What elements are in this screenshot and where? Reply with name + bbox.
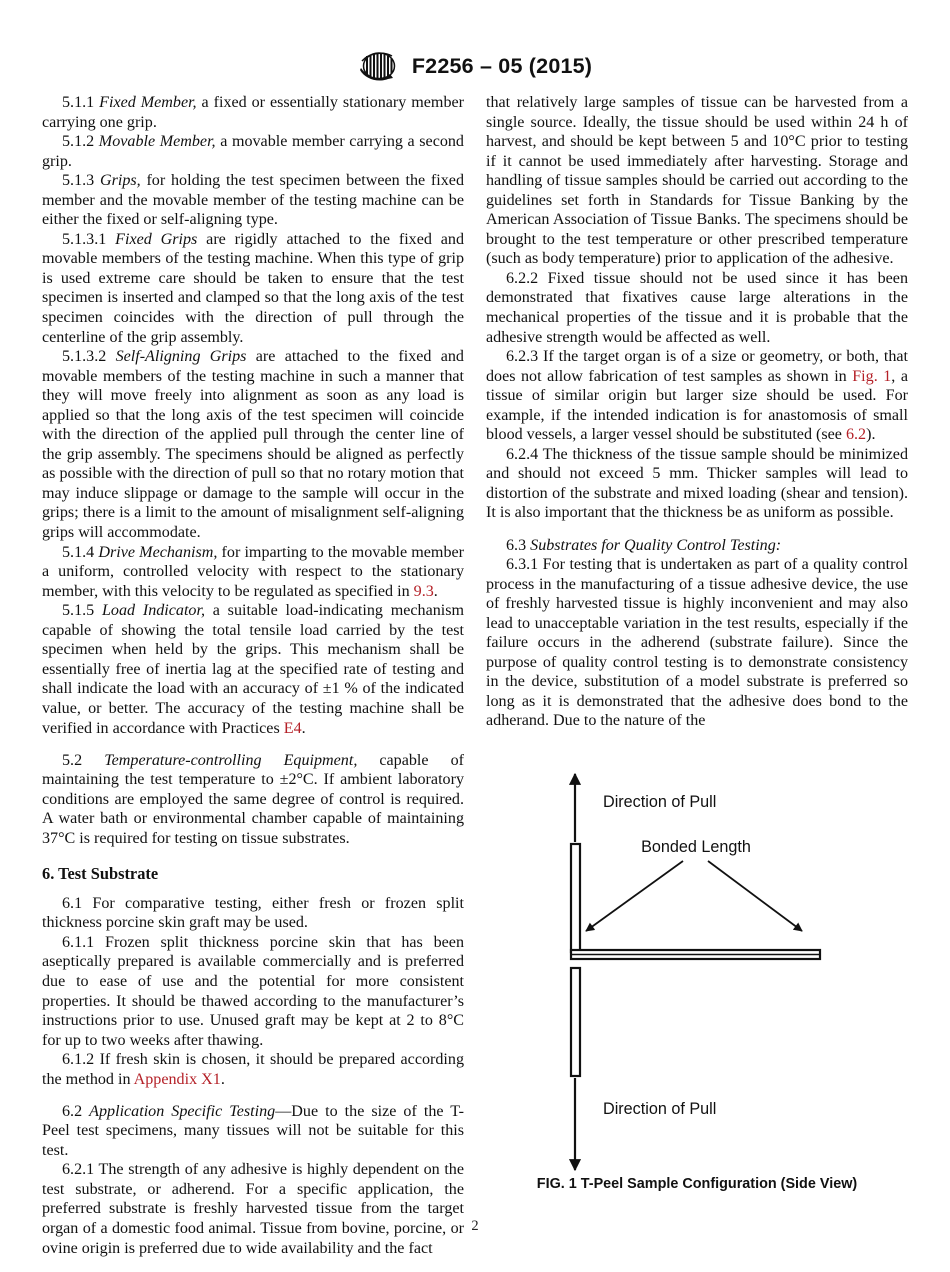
clause-term: Fixed Grips bbox=[115, 230, 198, 248]
section-heading-test-substrate: 6. Test Substrate bbox=[42, 864, 159, 884]
paragraph-5-1-1 bbox=[42, 93, 464, 132]
clause-body-tail: . bbox=[301, 719, 306, 737]
paragraph-6-2-3 bbox=[486, 347, 908, 445]
clause-number: 5.1.4 bbox=[62, 543, 95, 561]
clause-term: Self-Aligning Grips bbox=[115, 348, 247, 366]
page-header bbox=[0, 46, 950, 86]
clause-body-tail: . bbox=[433, 582, 438, 600]
clause-number: 6.3.1 bbox=[506, 556, 539, 574]
clause-term: Movable Member, bbox=[98, 133, 216, 151]
clause-body: that relatively large samples of tissue can be harvested from a single source. Ideally, the tissue should be used within 24 h of harvest, and should be kept between 5 and 10°C prior to testing if it cannot be used immediately after harvesting. Storage and handling of tissue samples should be carried out according to the guidelines set forth in Standards for Tissue Banking by the American Association of Tissue Banks. The specimens should be brought to the test temperature or other prescribed temperature (such as body temperature) prior to application of the adhesive. bbox=[486, 94, 908, 268]
clause-term: Substrates for Quality Control Testing: bbox=[530, 536, 782, 554]
paragraph-6-1-2 bbox=[42, 1050, 464, 1089]
clause-term: Application Specific Testing bbox=[89, 1102, 276, 1120]
clause-number: 6.1.2 bbox=[62, 1051, 95, 1069]
clause-term: Load Indicator, bbox=[101, 602, 205, 620]
clause-body: a fixed or essentially stationary member carrying one grip. bbox=[42, 94, 464, 131]
clause-body: The thickness of the tissue sample should be minimized and should not exceed 5 mm. Thicker samples will lead to distortion of the substrate and mixed loading (shear and tension). It is also important that the thickness be as uniform as possible. bbox=[486, 445, 908, 522]
clause-number: 6.1.1 bbox=[62, 933, 95, 951]
cross-reference-link-62[interactable]: 6.2 bbox=[845, 426, 867, 444]
clause-number: 5.1.5 bbox=[62, 602, 95, 620]
clause-number: 6.2 bbox=[62, 1102, 83, 1120]
bonded-length-label: Bonded Length bbox=[641, 838, 751, 856]
clause-number: 6.2.3 bbox=[506, 348, 539, 366]
paragraph-6-2-2 bbox=[486, 269, 908, 347]
left-text-column bbox=[42, 93, 464, 1258]
standard-designation: F2256 – 05 (2015) bbox=[411, 53, 593, 78]
clause-body: a movable member carrying a second grip. bbox=[42, 133, 464, 170]
clause-body: for imparting to the movable member a uniform, controlled velocity with respect to the stationary member, with this velocity to be regulated as specified in bbox=[42, 543, 464, 600]
clause-number: 6.2.1 bbox=[62, 1161, 95, 1179]
clause-number: 6.3 bbox=[506, 536, 527, 554]
bonded-length-leader-right bbox=[708, 861, 802, 931]
paragraph-6-1-1 bbox=[42, 933, 464, 1050]
figure-1-caption: FIG. 1 T-Peel Sample Configuration (Side View) bbox=[536, 1176, 858, 1192]
clause-body: The strength of any adhesive is highly dependent on the test substrate, or adherend. For a specific application, the preferred substrate is freshly harvested tissue from the target organ of a domestic food animal. Tissue from bovine, porcine, or ovine origin is preferred due to wide availability and the fact bbox=[42, 1161, 464, 1257]
cross-reference-link[interactable]: Appendix X1 bbox=[133, 1070, 221, 1088]
clause-body: Frozen split thickness porcine skin that has been aseptically prepared is available commercially and is preferred due to ease of use and the potential for more consistent properties. It should be thawed according to the manufacturer’s instructions prior to use. Unused graft may be kept at 2 to 8°C for up to two weeks after thawing. bbox=[42, 933, 464, 1049]
paragraph-5-1-5 bbox=[42, 601, 464, 738]
bonded-length-leader-left bbox=[586, 861, 683, 931]
clause-number: 5.1.3.2 bbox=[62, 348, 107, 366]
clause-body: are attached to the fixed and movable members of the testing machine in such a manner that they will move freely into alignment as soon as any load is applied so that the long axis of the test specimen will coincide with the direction of the applied pull through the center line of the grip assembly. The specimens should be aligned as perfectly as possible with the direction of pull so that no rotary motion that may induce slippage or damage to the sample will occur in the grips; there is a limit to the amount of misalignment self-aligning grips will accommodate. bbox=[42, 348, 464, 542]
lower-substrate-strip bbox=[571, 968, 580, 1076]
cross-reference-link-fig1[interactable]: Fig. 1 bbox=[852, 367, 892, 385]
clause-body: for holding the test specimen between the fixed member and the movable member of the testing machine can be either the fixed or self-aligning type. bbox=[42, 172, 464, 229]
clause-body: If fresh skin is chosen, it should be prepared according the method in bbox=[42, 1051, 464, 1088]
clause-body: —Due to the size of the T-Peel test specimens, many tissues will not be suitable for this test. bbox=[42, 1102, 464, 1159]
clause-number: 5.1.1 bbox=[62, 94, 95, 111]
paragraph-5-1-2 bbox=[42, 132, 464, 171]
clause-number: 6.1 bbox=[62, 894, 83, 912]
paragraph-5-1-3 bbox=[42, 171, 464, 230]
paragraph-6-3-1 bbox=[486, 555, 908, 731]
paragraph-5-1-3-1 bbox=[42, 230, 464, 347]
clause-number: 6.2.2 bbox=[506, 269, 539, 287]
figure-1-t-peel-diagram bbox=[486, 762, 908, 1202]
clause-body-tail: , a tissue of similar origin but larger size should be used. For example, if the intended indication is for anastomosis of small blood vessels, a larger vessel should be substituted (see bbox=[486, 367, 908, 444]
astm-logo-icon bbox=[358, 51, 400, 81]
clause-number: 5.1.3.1 bbox=[62, 230, 107, 248]
clause-body-tail-2: ). bbox=[866, 426, 876, 444]
right-text-column bbox=[486, 93, 908, 731]
cross-reference-link[interactable]: E4 bbox=[283, 719, 302, 737]
clause-number: 5.1.3 bbox=[62, 172, 95, 190]
paragraph-6-2-1-continued bbox=[486, 93, 908, 269]
clause-body: If the target organ is of a size or geometry, or both, that does not allow fabrication of test samples as shown in bbox=[486, 348, 908, 385]
clause-term: Fixed Member, bbox=[99, 94, 197, 111]
paragraph-6-2-1 bbox=[42, 1160, 464, 1258]
page-number: 2 bbox=[471, 1218, 479, 1234]
paragraph-6-1 bbox=[42, 894, 464, 933]
clause-body-tail: . bbox=[220, 1070, 225, 1088]
clause-term: Temperature-controlling Equipment, bbox=[104, 751, 358, 769]
clause-number: 6.2.4 bbox=[506, 445, 539, 463]
clause-number: 5.2 bbox=[62, 751, 83, 769]
cross-reference-link[interactable]: 9.3 bbox=[413, 582, 434, 600]
paragraph-6-2-4 bbox=[486, 445, 908, 523]
clause-body: For testing that is undertaken as part of a quality control process in the manufacturing of a tissue adhesive device, the use of freshly harvested tissue is highly inconvenient and may also lead to unacceptable variation in the test results, especially if the failure occurs in the adherend (substrate failure). Since the purpose of quality control testing is to demonstrate consistency in the device, substitution of a model substrate is preferred so long as it is demonstrated that the adhesive does bond to the adherand. Due to the nature of the bbox=[486, 556, 908, 730]
clause-body: a suitable load-indicating mechanism capable of showing the total tensile load carried by the test specimen when held by the grips. This mechanism shall be essentially free of inertia lag at the specified rate of testing and shall indicate the load with an accuracy of ±1 % of the indicated value, or better. The accuracy of the testing machine shall be verified in accordance with Practices bbox=[42, 602, 465, 737]
clause-body: are rigidly attached to the fixed and movable members of the testing machine. When this type of grip is used extreme care should be taken to ensure that the test specimen is inserted and clamped so that the long axis of the test specimen coincides with the direction of pull through the centerline of the grip assembly. bbox=[42, 230, 464, 346]
paragraph-6-3 bbox=[486, 536, 908, 556]
direction-of-pull-label-top: Direction of Pull bbox=[603, 793, 717, 811]
paragraph-5-1-3-2 bbox=[42, 347, 464, 542]
paragraph-5-1-4 bbox=[42, 543, 464, 602]
direction-of-pull-label-bottom: Direction of Pull bbox=[603, 1100, 717, 1118]
clause-body: Fixed tissue should not be used since it has been demonstrated that fixatives cause large alterations in the mechanical properties of the tissue and it is probable that the adhesive strength would be affected as well. bbox=[486, 269, 908, 346]
paragraph-6-2 bbox=[42, 1102, 464, 1161]
clause-term: Drive Mechanism, bbox=[98, 543, 218, 561]
upper-substrate-strip bbox=[571, 844, 580, 952]
clause-body: For comparative testing, either fresh or frozen split thickness porcine skin graft may be used. bbox=[42, 894, 464, 932]
clause-body: capable of maintaining the test temperature to ±2°C. If ambient laboratory conditions are employed the same degree of control is required. A water bath or environmental chamber capable of maintaining 37°C is required for testing on tissue substrates. bbox=[42, 751, 464, 847]
clause-term: Grips, bbox=[99, 172, 141, 190]
paragraph-5-2 bbox=[42, 751, 464, 849]
clause-number: 5.1.2 bbox=[62, 133, 95, 151]
